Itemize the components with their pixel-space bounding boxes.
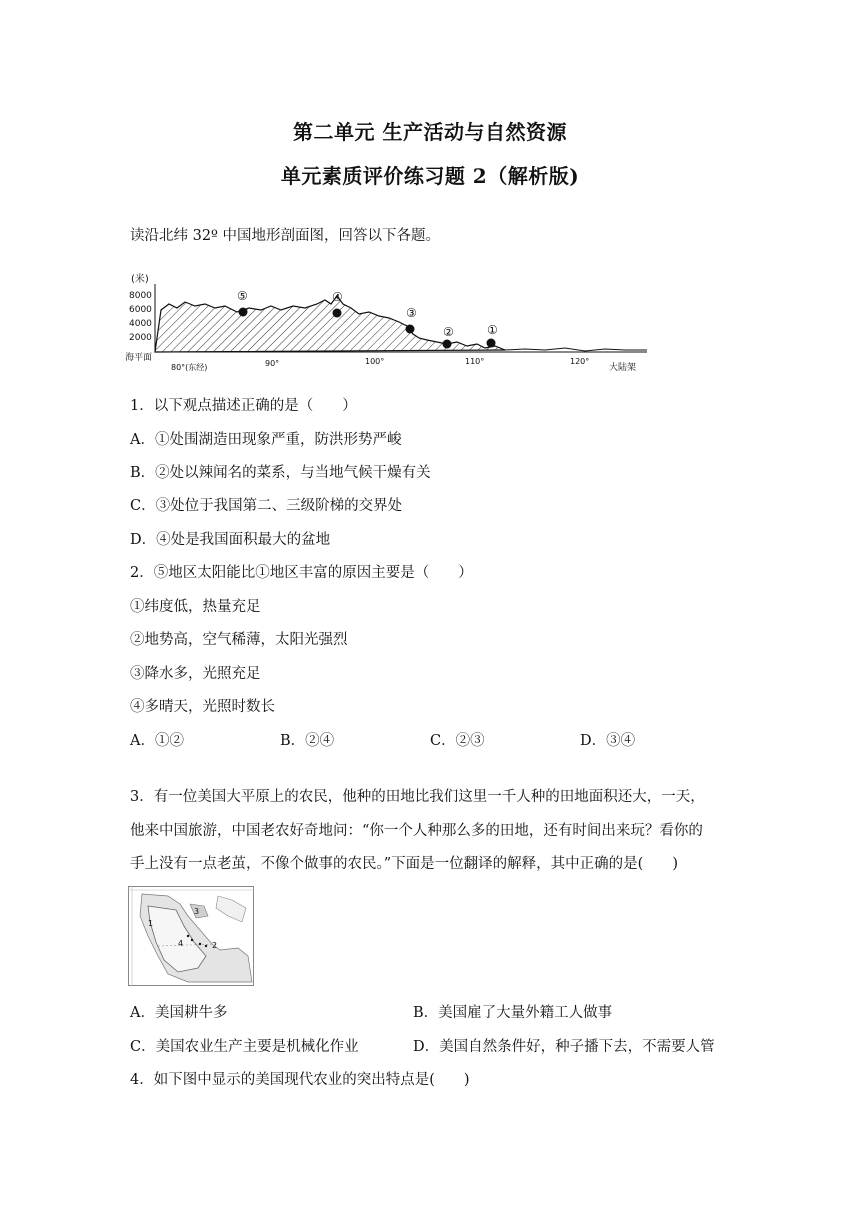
coastal-low-profile [505,348,647,351]
marker-5-dot [239,308,248,317]
x-tick-80: 80°(东经) [171,363,208,372]
x-tick-120: 120° [570,357,590,366]
q2-stem: 2．⑤地区太阳能比①地区丰富的原因主要是（ ） [130,565,473,581]
y-unit-label: (米) [131,274,149,285]
q2-item-1: ①纬度低，热量充足 [130,599,261,615]
marker-4-dot [333,309,342,318]
map-number-3: 3 [194,907,200,916]
terrain-profile-figure [125,270,655,378]
continental-shelf-label: 大陆架 [609,363,637,373]
y-tick-2000: 2000 [129,333,152,343]
marker-5-label: ⑤ [237,289,248,303]
q3-stem-line-3: 手上没有一点老茧，不像个做事的农民。”下面是一位翻译的解释，其中正确的是( ) [130,856,678,872]
marker-3-label: ③ [406,306,417,320]
q2-item-4: ④多晴天，光照时数长 [130,699,275,715]
q3-option-a: A．美国耕牛多 [130,1005,228,1021]
marker-3-dot [406,325,415,334]
map-number-2: 2 [212,941,218,950]
terrain-profile [155,296,505,352]
q3-option-d: D．美国自然条件好，种子播下去，不需要人管 [413,1039,715,1055]
region-map-figure [128,886,254,986]
map-number-1: 1 [148,919,154,928]
document-subtitle: 单元素质评价练习题 2（解析版) [280,164,580,188]
q2-option-b: B．②④ [280,733,335,749]
y-tick-8000: 8000 [129,291,152,301]
x-tick-110: 110° [465,357,485,366]
q1-stem: 1．以下观点描述正确的是（ ） [130,398,357,414]
marker-1-label: ① [487,323,498,337]
q3-option-c: C．美国农业生产主要是机械化作业 [130,1039,359,1055]
sea-level-label: 海平面 [125,353,153,363]
q1-option-a: A．①处围湖造田现象严重，防洪形势严峻 [130,432,402,448]
q2-option-c: C．②③ [430,733,485,749]
q1-option-b: B．②处以辣闻名的菜系，与当地气候干燥有关 [130,465,431,481]
q1-option-d: D．④处是我国面积最大的盆地 [130,532,331,548]
x-tick-90: 90° [265,359,280,368]
q3-stem-line-1: 3．有一位美国大平原上的农民，他种的田地比我们这里一千人种的田地面积还大，一天， [130,789,705,805]
q2-option-a: A．①② [130,733,184,749]
marker-1-dot [487,339,496,348]
q1-option-c: C．③处位于我国第二、三级阶梯的交界处 [130,498,403,514]
document-title: 第二单元 生产活动与自然资源 [293,120,567,144]
y-tick-4000: 4000 [129,319,152,329]
q4-stem: 4．如下图中显示的美国现代农业的突出特点是( ) [130,1072,470,1088]
x-tick-100: 100° [365,357,385,366]
q3-option-b: B．美国雇了大量外籍工人做事 [413,1005,613,1021]
intro-text: 读沿北纬 32º 中国地形剖面图，回答以下各题。 [130,228,440,244]
y-tick-6000: 6000 [129,305,152,315]
marker-4-label: ④ [332,290,343,304]
q2-option-d: D．③④ [580,733,636,749]
map-number-4: 4 [178,939,184,948]
marker-2-label: ② [443,325,454,339]
q2-item-3: ③降水多，光照充足 [130,666,261,682]
q3-stem-line-2: 他来中国旅游，中国老农好奇地问：“你一个人种那么多的田地，还有时间出来玩？看你的 [130,823,703,839]
marker-2-dot [443,340,452,349]
q2-item-2: ②地势高，空气稀薄，太阳光强烈 [130,632,348,648]
